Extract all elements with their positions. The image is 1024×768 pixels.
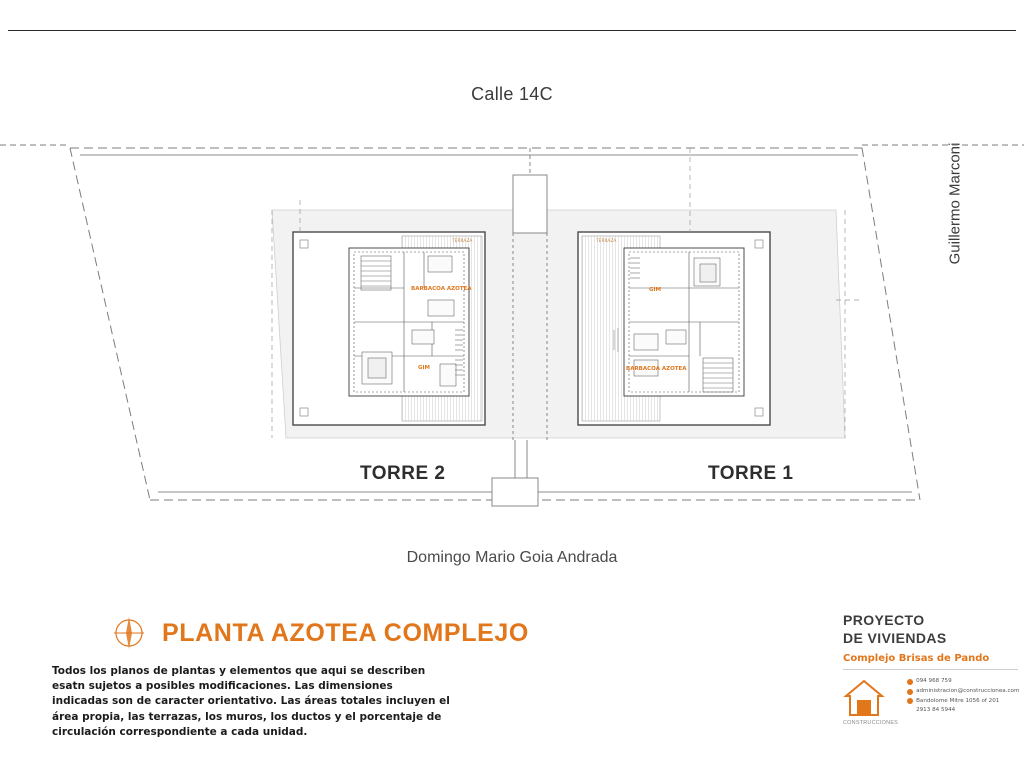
street-label-right: Guillermo Marconi xyxy=(946,142,964,265)
street-label-top: Calle 14C xyxy=(471,84,553,104)
title-row xyxy=(110,614,529,652)
street-label-bottom: Domingo Mario Goia Andrada xyxy=(406,549,618,566)
contact-email: administracion@construccionea.com xyxy=(916,687,1020,694)
room-label-terraza-torre1: TERRAZA xyxy=(596,239,617,244)
contact-address: Bandolome Mitre 1056 of 201 xyxy=(916,697,1000,704)
brand-block xyxy=(843,612,1018,726)
tower-label-torre-1: TORRE 1 xyxy=(708,463,794,484)
mail-icon xyxy=(907,689,913,695)
contact-phone: 094 968 759 xyxy=(916,678,952,684)
tower-label-torre-2: TORRE 2 xyxy=(360,463,446,484)
contact-item xyxy=(907,706,1019,716)
room-label-terraza-torre2: TERRAZA xyxy=(452,239,473,244)
brand-subtitle: Complejo Brisas de Pando xyxy=(843,653,990,664)
brand-divider xyxy=(843,669,1018,670)
brand-title-line-2: DE VIVIENDAS xyxy=(843,629,947,646)
contact-phone-alt: 2913 84 5944 xyxy=(916,707,956,714)
contact-item xyxy=(907,697,1019,707)
contact-list xyxy=(907,677,1019,726)
logo-caption: CONSTRUCCIONES xyxy=(843,720,899,726)
phone-icon xyxy=(907,679,913,685)
house-logo-icon xyxy=(843,677,885,719)
location-icon xyxy=(907,698,913,704)
brand-title-line-1: PROYECTO xyxy=(843,612,925,628)
contact-item xyxy=(907,687,1019,697)
contact-item xyxy=(907,677,1019,687)
room-label-gim-torre1: GIM xyxy=(648,287,662,293)
disclaimer-text: Todos los planos de plantas y elementos que aqui se describen esatn sujetos a posibles modificaciones. Las dimensiones indicadas son de caracter orientativo. Las áreas totales incluyen el área propia, las terrazas, los muros, los ductos y el porcentaje de circulación correspondiente a cada unidad. xyxy=(52,665,450,738)
page-title: PLANTA AZOTEA COMPLEJO xyxy=(162,618,529,647)
room-label-barbacoa-azotea-torre1: BARBACOA AZOTEA xyxy=(626,366,687,372)
compass-north-icon xyxy=(110,614,148,652)
room-label-gim-torre2: GIM xyxy=(417,365,431,371)
room-label-barbacoa-azotea-torre2: BARBACOA AZOTEA xyxy=(411,286,472,292)
